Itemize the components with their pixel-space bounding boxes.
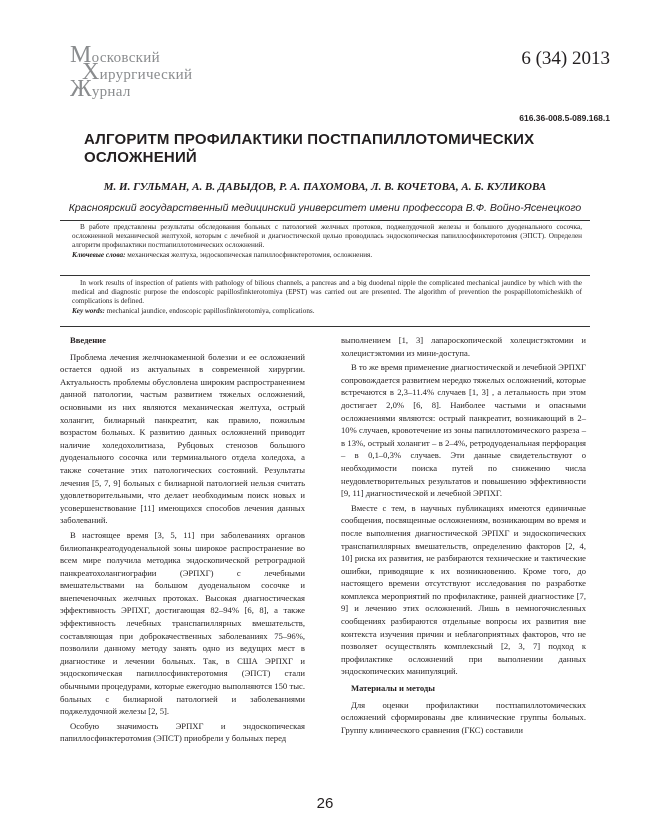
- journal-logo-line-1: Московский: [70, 42, 160, 68]
- article-title: АЛГОРИТМ ПРОФИЛАКТИКИ ПОСТПАПИЛЛОТОМИЧЕСКИХ ОСЛОЖНЕНИЙ: [84, 131, 535, 166]
- divider-middle: [60, 275, 590, 276]
- abstract-en: In work results of inspection of patients with pathology of bilious channels, a pancreas and a big duodenal nipple the complicated mechanical jaundice by which with the medical and diagnostic purpose the endoscopic papillosfinkterotomiya (EPST) was carried out are presented. The algorithm of prevention the pospapillotomicheskikh of complications is defined. Key words: mechanical jaundice, endoscopic papillosfinkterotomiya, complications.: [72, 279, 582, 315]
- methods-paragraph: Для оценки профилактики постпапиллотомических осложнений сформированы две клинические группы больных. Группу клинического сравнения (ГКС) составили: [341, 699, 586, 735]
- institution: Красноярский государственный медицинский университет имени профессора В.Ф. Войно-Ясенецкого: [68, 202, 582, 214]
- left-paragraph: Проблема лечения желчнокаменной болезни и ее осложнений остается одной из актуальных в современной хирургии. Актуальность проблемы обусловлена широким распространением данной патологии, частым развитием тяжелых осложнений, основными из них являются механическая желтуха, острый холангит, билиарный панкреатит, как правило, пожилым возрастом больных. К развитию данных осложнений приводит наличие холедохолитиаза, Рубцовых стенозов большого дуоденального сосочка или терминального отдела холедоха, а также сочетание этих патологических состояний. Результаты лечения [5, 7, 9] больных с билиарной патологией нельзя считать удовлетворительными, что делает необходимым поиск новых и усовершенствование [11] имеющихся способов лечения данных заболеваний.: [60, 351, 305, 526]
- divider-top: [60, 220, 590, 221]
- article-authors: М. И. ГУЛЬМАН, А. В. ДАВЫДОВ, Р. А. ПАХОМОВА, Л. В. КОЧЕТОВА, А. Б. КУЛИКОВА: [103, 181, 547, 193]
- right-paragraph: Вместе с тем, в научных публикациях имеются единичные сообщения, посвященные осложнениям, возникающим во время и после выполнения диагностической ЭРПХГ и эндоскопических транспапиллярных вмешательств, определению факторов [2, 4, 10] риска их развития, не разбираются технические и тактические ошибки, приводящие к их возникновению. Кроме того, до настоящего времени отсутствуют исследования по разработке комплекса мероприятий по профилактике, ранней диагностике [7, 9] и лечению этих осложнений. Лишь в немногочисленных сообщениях разбираются отдельные вопросы их развития вне контекста изучения причин и неблагоприятных факторов, что не позволяет осуществлять комплексный [2, 3, 7] подход к профилактике осложнений при выполнении данных эндоскопических манипуляций.: [341, 502, 586, 677]
- keywords-en-label: Key words:: [72, 306, 105, 315]
- journal-logo: [70, 38, 193, 102]
- abstract-ru: В работе представлены результаты обследования больных с патологией желчных протоков, поджелудочной железы и большого дуоденального сосочка, осложненной механической желтухой, которым с лечебной и диагностической целью проводилась эндоскопическая папиллосфинктеротомия (ЭПСТ). Определен алгоритм профилактики постпапиллотомических осложнений. Ключевые слова: механическая желтуха, эндоскопическая папиллосфинктеротомия, осложнения.: [72, 223, 582, 259]
- udc-code: 616.36-008.5-089.168.1: [519, 113, 610, 123]
- journal-logo-line-2: Хирургический: [82, 59, 193, 85]
- divider-bottom: [60, 326, 590, 327]
- column-right: [341, 334, 586, 738]
- left-paragraph: Особую значимость ЭРПХГ и эндоскопическая папиллосфинктеротомия (ЭПСТ) приобрели у больных перед: [60, 720, 305, 744]
- right-paragraph: выполнением [1, 3] лапароскопической холецистэктомии и холецистэктомии из мини-доступа.: [341, 335, 586, 358]
- page-number: 26: [316, 795, 334, 812]
- column-left: [60, 334, 305, 747]
- left-paragraph: В настоящее время [3, 5, 11] при заболеваниях органов билиопанкреатодуоденальной зоны широкое распространение во всем мире получила методика эндоскопической ретроградной панкреатохолангиографии (ЭРПХГ) с лечебными вмешательствами на большом дуоденальном сосочке и внепеченочных желчных протоках. Высокая диагностическая эффективность ЭРПХГ, достигающая 82–94% [6, 8], а также эффективность лечебных транспапиллярных вмешательств, составляющая при доброкачественных заболеваниях 75–96%, позволили данному методу занять одно из ведущих мест в диагностике и лечении больных. Так, в США ЭРПХГ и эндоскопическая папиллосфинктеротомия (ЭПСТ) стали обычными процедурами, которые ежегодно выполняются 150 тыс. больных с билиарной патологией и заболеваниями поджелудочной железы [2, 5].: [60, 529, 305, 717]
- keywords-ru: механическая желтуха, эндоскопическая папиллосфинктеротомия, осложнения.: [125, 250, 373, 259]
- right-paragraph: В то же время применение диагностической и лечебной ЭРПХГ сопровождается развитием нередко тяжелых осложнений, которые встречаются в 2,3–11.4% случаев [1, 3] , а летальность при этом достигает 2,0% [6, 8]. Наиболее частыми и опасными осложнениями являются: острый панкреатит, возникающий в 2–10% случаев, кровотечение из зоны папиллотомического разреза – в 13%, острый холангит – в 2–4%, ретродуоденальная перфорация – в 0,1–0,3% случаев. Эти данные свидетельствуют о необходимости поиска путей по снижению числа неудовлетворительных результатов и повышению эффективности [9, 11] диагностической и лечебной ЭРПХГ.: [341, 362, 586, 499]
- intro-heading: Введение: [70, 335, 106, 345]
- keywords-ru-label: Ключевые слова:: [72, 250, 126, 259]
- methods-heading: Материалы и методы: [351, 683, 435, 694]
- issue-number: 6 (34) 2013: [521, 48, 610, 69]
- journal-logo-line-3: Журнал: [70, 76, 131, 102]
- keywords-en: mechanical jaundice, endoscopic papillosfinkterotomiya, complications.: [104, 306, 315, 315]
